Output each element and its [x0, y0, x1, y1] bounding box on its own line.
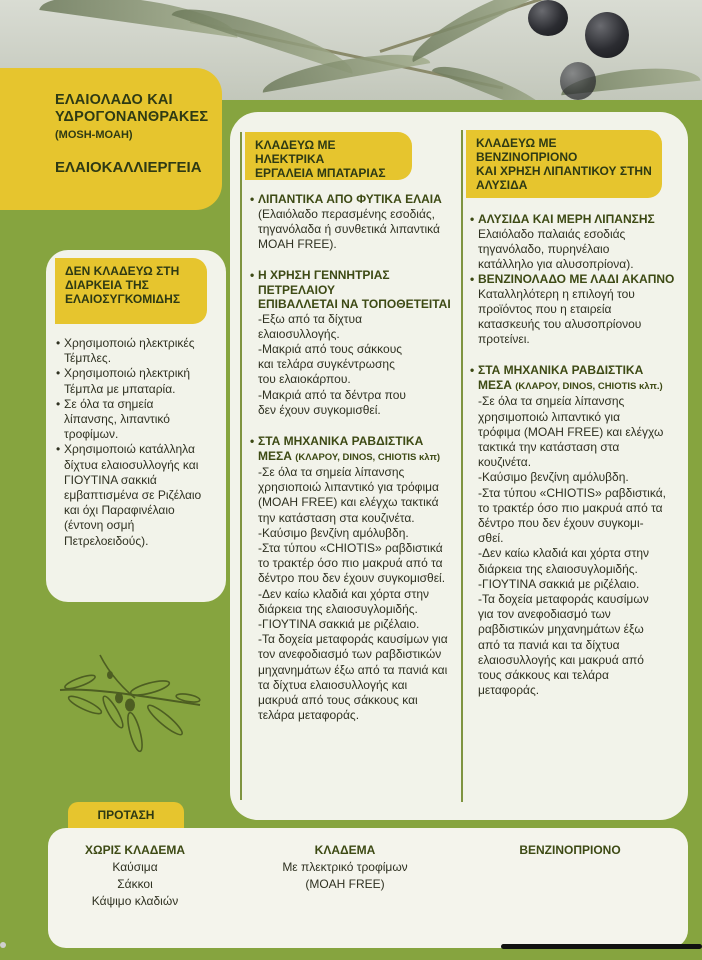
item-line: λίπανσης, λιπαντικό — [64, 412, 170, 427]
section-heading: • ΑΛΥΣΙΔΑ ΚΑΙ ΜΕΡΗ ΛΙΠΑΝΣΗΣ — [470, 212, 682, 227]
item-line: • Σε όλα τα σημεία — [64, 396, 154, 411]
section-body — [250, 465, 462, 723]
body-line: και τελάρα συγκέντρωσης — [258, 357, 395, 372]
heading-line: ΕΠΙΒΑΛΛΕΤΑΙ ΝΑ ΤΟΠΟΘΕΤΕΙΤΑΙ — [258, 297, 451, 312]
heading-line: ΔΙΑΡΚΕΙΑ ΤΗΣ — [65, 278, 149, 292]
heading-note: (ΚΛΑΡΟΥ, DINOS, CHIOTIS κλπ.) — [515, 380, 663, 392]
item-line: τροφίμων. — [64, 427, 119, 442]
body-line: -Στα τύπου «CHIOTIS» ραβδιστικά, — [478, 485, 666, 500]
header-subtitle: (MOSH-MOAH) — [55, 129, 133, 141]
olive-fruit — [585, 12, 629, 58]
body-line: το τρακτέρ όσο πιο μακρυά από τα — [258, 556, 443, 571]
body-line: -Εξω από τα δίχτυα — [258, 311, 363, 326]
section-body — [250, 312, 462, 418]
body-line: Καταλληλότερη η επιλογή του — [478, 286, 635, 301]
body-line: δέντρο που δεν έχουν συγκομι- — [478, 516, 644, 531]
body-line: του ελαιοκάρπου. — [258, 372, 351, 387]
item-line: ΓΙΟΥΤΙΝΑ σακκιά — [64, 472, 157, 487]
item-line: δίχτυα ελαιοσυλλογής και — [64, 457, 199, 472]
heading-line: • Η ΧΡΗΣΗ ΓΕΝΝΗΤΡΙΑΣ ΠΕΤΡΕΛΑΙΟΥ — [258, 268, 390, 297]
body-line: -Μακριά από τους σάκκους — [258, 342, 403, 357]
body-line: -Σε όλα τα σημεία λίπανσης — [478, 394, 625, 409]
home-indicator-bar[interactable] — [501, 944, 702, 949]
body-line: χρησιμοποιώ λιπαντικό για — [478, 409, 621, 424]
proposal-line: Σάκκοι — [117, 877, 153, 891]
body-line: -Καύσιμο βενζίνη αμόλυβδη. — [478, 470, 629, 485]
body-line: -Καύσιμο βενζίνη αμόλυβδη. — [258, 525, 409, 540]
right-column-heading — [466, 130, 662, 198]
body-line: από τα πανιά και τα δίχτυα — [478, 637, 620, 652]
item-line: εμβαπτισμένα σε Ριζέλαιο — [64, 488, 202, 503]
proposal-line: (MOAH FREE) — [305, 877, 385, 891]
body-line: τα δίχτυα ελαιοσυλλογής και — [258, 677, 408, 692]
middle-column — [250, 192, 462, 723]
column-divider — [240, 132, 242, 800]
body-line: προϊόντος που η εταιρεία — [478, 301, 612, 316]
proposal-heading: ΒΕΝΖΙΝΟΠΡΙΟΝΟ — [519, 843, 621, 857]
item-line: Τέμπλες. — [64, 351, 112, 366]
item-line: • Χρησιμοποιώ ηλεκτρική — [64, 366, 191, 381]
heading-line: ΜΕΣΑ — [478, 377, 512, 392]
body-line: μηχανημάτων έξω από τα πανιά και — [258, 662, 448, 677]
body-line: σθεί. — [478, 531, 504, 546]
body-line: τρόφιμα (MOAH FREE) και ελέγχω — [478, 424, 664, 439]
body-line: τηγανόλαδα ή συνθετικά λιπαντικά — [258, 221, 440, 236]
heading-line: • ΣΤΑ ΜΗΧΑΝΙΚΑ ΡΑΒΔΙΣΤΙΚΑ — [258, 434, 424, 449]
heading-line: ΑΛΥΣΙΔΑ — [476, 178, 528, 192]
body-line: τακτικά την κατάσταση στα — [478, 440, 620, 455]
body-line: ελαιοσυλλογής. — [258, 326, 340, 341]
section-heading: • ΒΕΝΖΙΝΟΛΑΔΟ ΜΕ ΛΑΔΙ ΑΚΑΠΝΟ — [470, 272, 682, 287]
body-line: -Σε όλα τα σημεία λίπανσης — [258, 465, 405, 480]
body-line: μεταφοράς. — [478, 683, 540, 698]
section-body — [470, 227, 682, 273]
proposal-heading: ΧΩΡΙΣ ΚΛΑΔΕΜΑ — [84, 843, 186, 857]
item-line: (έντονη οσμή — [64, 518, 135, 533]
proposal-line: Με πλεκτρικό τροφίμων — [282, 860, 408, 874]
body-line: διάρκεια της ελαιοσυγλομιδής. — [478, 561, 638, 576]
body-line: -ΓΙΟΥΤΙΝΑ σακκιά με ριζέλαιο. — [478, 576, 640, 591]
proposal-line: Καύσιμα — [112, 860, 158, 874]
heading-line: ΕΛΑΙΟΣΥΓΚΟΜΙΔΗΣ — [65, 292, 181, 306]
olive-leaf — [405, 0, 546, 62]
body-line: τελάρα μεταφοράς. — [258, 708, 360, 723]
body-line: -Δεν καίω κλαδιά και χόρτα στην — [478, 546, 649, 561]
body-line: -Τα δοχεία μεταφοράς καυσίμων — [478, 592, 649, 607]
body-line: μακρυά από τους σάκκους και — [258, 693, 418, 708]
body-line: τους σάκκους και τελάρα — [478, 668, 609, 683]
section-body — [470, 394, 682, 698]
body-line: -ΓΙΟΥΤΙΝΑ σακκιά με ριζέλαιο. — [258, 617, 420, 632]
proposal-tag: ΠΡΟΤΑΣΗ — [68, 802, 184, 828]
body-line: κατάλληλο για αλυσοπρίονα). — [478, 256, 634, 271]
body-line: -Τα δοχεία μεταφοράς καυσίμων για — [258, 632, 448, 647]
header-title-line1: ΕΛΑΙΟΛΑΔΟ ΚΑΙ — [55, 92, 173, 108]
list-item — [56, 366, 216, 396]
proposal-line: Κάψιμο κλαδιών — [91, 894, 179, 908]
item-line: Πετρελοειδούς). — [64, 533, 149, 548]
body-line: χρησιοποιώ λιπαντικό για τρόφιμα — [258, 480, 439, 495]
olive-fruit — [560, 62, 596, 100]
heading-line: ΚΛΑΔΕΥΩ ΜΕ ΗΛΕΚΤΡΙΚΑ — [255, 138, 336, 166]
middle-column-heading — [245, 132, 412, 180]
body-line: για τον ανεφοδιασμό των — [478, 607, 611, 622]
section-heading — [470, 363, 682, 394]
body-line: Ελαιόλαδο παλαιάς εσοδιάς — [478, 226, 626, 241]
body-line: -Μακριά από τα δέντρα που — [258, 387, 406, 402]
list-item — [56, 397, 216, 443]
list-item — [56, 336, 216, 366]
proposal-chainsaw — [500, 842, 640, 859]
heading-line: • ΣΤΑ ΜΗΧΑΝΙΚΑ ΡΑΒΔΙΣΤΙΚΑ — [478, 363, 644, 378]
left-column — [56, 336, 216, 549]
body-line: διάρκεια της ελαιοσυγλομιδής. — [258, 601, 418, 616]
heading-note: (ΚΛΑΡΟΥ, DINOS, CHIOTIS κλπ) — [295, 451, 441, 463]
body-line: τηγανόλαδο, πυρηνέλαιο — [478, 241, 610, 256]
proposal-heading: ΚΛΑΔΕΜΑ — [314, 843, 376, 857]
left-column-heading — [55, 258, 207, 324]
heading-line: ΜΕΣΑ — [258, 448, 292, 463]
right-column — [470, 212, 682, 698]
body-line: -Δεν καίω κλαδιά και χόρτα στην — [258, 586, 429, 601]
olive-fruit — [528, 0, 568, 36]
heading-line: ΔΕΝ ΚΛΑΔΕΥΩ ΣΤΗ — [65, 264, 180, 278]
heading-line: ΕΡΓΑΛΕΙΑ ΜΠΑΤΑΡΙΑΣ — [255, 166, 386, 180]
item-line: • Χρησιμοποιώ κατάλληλα — [64, 442, 195, 457]
section-heading — [250, 268, 462, 312]
body-line: δέντρο που δεν έχουν συγκομισθεί. — [258, 571, 446, 586]
header-title2: ΕΛΑΙΟΚΑΛΛΙΕΡΓΕΙΑ — [55, 159, 202, 176]
body-line: ραβδιστικών μηχανημάτων έξω — [478, 622, 644, 637]
item-line: • Χρησιμοποιώ ηλεκτρικές — [64, 336, 195, 350]
section-heading: • ΛΙΠΑΝΤΙΚΑ ΑΠΟ ΦΥΤΙΚΑ ΕΛΑΙΑ — [250, 192, 462, 207]
list-item — [56, 442, 216, 548]
body-line: προτείνει. — [478, 332, 530, 347]
body-line: την κατάσταση στα κουζινέτα. — [258, 510, 415, 525]
olive-sprig-icon — [55, 650, 205, 760]
page-indicator — [0, 942, 6, 948]
section-heading — [250, 434, 462, 465]
proposal-pruning — [255, 842, 435, 893]
proposal-no-pruning — [70, 842, 200, 910]
body-line: ελαιοσυλλογής και μακρυά από — [478, 652, 644, 667]
body-line: (Ελαιόλαδο περασμένης εσοδιάς, — [258, 206, 435, 221]
body-line: τον ανεφοδιασμό των ραβδιστικών — [258, 647, 442, 662]
heading-line: ΚΑΙ ΧΡΗΣΗ ΛΙΠΑΝΤΙΚΟΥ ΣΤΗΝ — [476, 164, 652, 178]
body-line: το τρακτέρ όσο πιο μακρυά από τα — [478, 500, 663, 515]
body-line: -Στα τύπου «CHIOTIS» ραβδιστικά — [258, 541, 443, 556]
item-line: Τέμπλα με μπαταρία. — [64, 381, 176, 396]
body-line: (MOAH FREE) και ελέγχω τακτικά — [258, 495, 439, 510]
body-line: κατασκευής του αλυσοπρίονου — [478, 317, 642, 332]
section-body — [470, 287, 682, 348]
body-line: MOAH FREE). — [258, 236, 337, 251]
body-line: κουζινέτα. — [478, 455, 532, 470]
header-title-line2: ΥΔΡΟΓΟΝΑΝΘΡΑΚΕΣ — [55, 109, 209, 125]
body-line: δεν έχουν συγκομισθεί. — [258, 402, 381, 417]
section-body — [250, 207, 462, 253]
header-banner — [0, 68, 222, 210]
heading-line: ΚΛΑΔΕΥΩ ΜΕ ΒΕΝΖΙΝΟΠΡΙΟΝΟ — [476, 136, 578, 164]
item-line: και όχι Παραφινέλαιο — [64, 503, 175, 518]
